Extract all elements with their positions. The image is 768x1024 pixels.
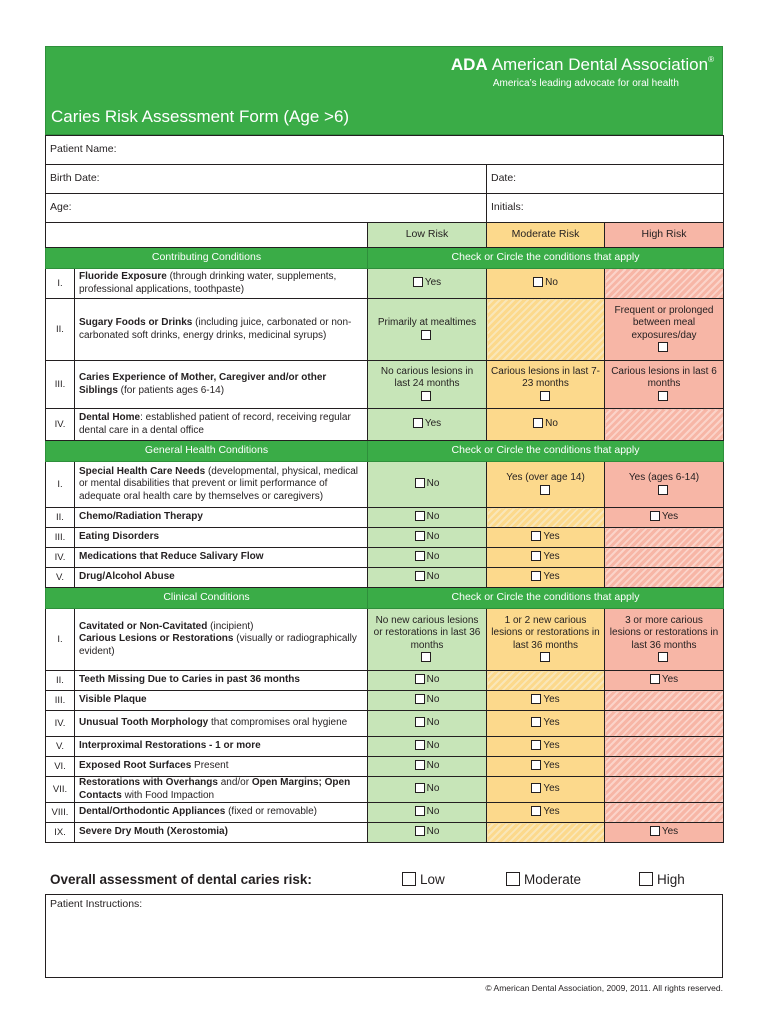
option-text: No [426, 806, 440, 818]
condition-name: Special Health Care Needs [79, 465, 206, 477]
high-risk-cell[interactable] [605, 462, 724, 508]
condition-description [75, 299, 368, 361]
option-checkbox[interactable] [533, 277, 543, 287]
condition-name: Exposed Root Surfaces [79, 760, 192, 772]
option-text: Yes (over age 14) [506, 472, 585, 483]
condition-detail: (for patients ages 6-14) [117, 384, 225, 396]
patient-instructions-box[interactable] [45, 894, 723, 978]
option-text: Carious lesions in last 6 months [611, 365, 717, 390]
row-number: IV. [46, 548, 75, 568]
option-checkbox[interactable] [540, 652, 550, 662]
condition-name: Dental Home [79, 412, 141, 423]
condition-description [75, 711, 368, 737]
form-title: Caries Risk Assessment Form (Age >6) [51, 107, 350, 126]
low-risk-cell[interactable] [368, 528, 487, 548]
age-row [46, 194, 724, 223]
option-text: Yes [543, 571, 560, 583]
condition-description [75, 823, 368, 843]
condition-description [75, 361, 368, 409]
low-risk-cell[interactable] [368, 409, 487, 441]
low-risk-cell[interactable] [368, 711, 487, 737]
option-checkbox[interactable] [531, 531, 541, 541]
option-checkbox[interactable] [415, 674, 425, 684]
low-risk-cell[interactable] [368, 823, 487, 843]
option-checkbox[interactable] [658, 391, 668, 401]
option-text: 1 or 2 new carious lesions or restorations in last 36 months [491, 614, 600, 651]
condition-detail: (through drinking water, supplements, professional applications, toothpaste) [79, 271, 337, 295]
header-banner [45, 46, 723, 135]
option-text: Yes [543, 760, 560, 772]
condition-description [75, 269, 368, 299]
overall-moderate-label: Moderate [524, 872, 582, 887]
option-checkbox[interactable] [415, 571, 425, 581]
condition-description [75, 609, 368, 671]
condition-name: Sugary Foods or Drinks [79, 317, 193, 328]
brand-abbreviation: ADA [450, 55, 488, 74]
moderate-risk-header: Moderate Risk [487, 223, 605, 248]
row-number: III. [46, 361, 75, 409]
birth-date-label: Birth Date: [50, 172, 100, 185]
option-checkbox[interactable] [533, 418, 543, 428]
patient-name-field[interactable] [46, 136, 724, 165]
option-text: No [545, 277, 558, 289]
section-header-row [46, 588, 724, 609]
low-risk-cell[interactable] [368, 269, 487, 299]
section-header-row [46, 248, 724, 269]
birth-date-row [46, 165, 724, 194]
high-risk-cell[interactable] [605, 823, 724, 843]
low-risk-cell[interactable] [368, 568, 487, 588]
risk-column-headers [46, 223, 724, 248]
row-number: IX. [46, 823, 75, 843]
row-number: IV. [46, 409, 75, 441]
section-header-row [46, 441, 724, 462]
moderate-risk-cell[interactable] [487, 757, 605, 777]
option-checkbox[interactable] [415, 531, 425, 541]
overall-high-checkbox[interactable] [639, 872, 653, 886]
initials-label: Initials: [491, 201, 524, 214]
option-checkbox[interactable] [415, 826, 425, 836]
option-text: No [426, 783, 440, 795]
condition-row [46, 737, 724, 757]
high-risk-cell[interactable] [605, 361, 724, 409]
condition-name: Visible Plaque [79, 694, 147, 706]
row-number: VIII. [46, 803, 75, 823]
age-label: Age: [50, 201, 72, 214]
high-risk-cell-hatched [605, 269, 724, 299]
option-text: No [426, 551, 440, 563]
condition-row [46, 757, 724, 777]
option-text: Yes [543, 717, 560, 729]
option-text: Primarily at mealtimes [377, 317, 477, 328]
option-text: Yes (ages 6-14) [628, 472, 700, 483]
condition-description [75, 777, 368, 803]
moderate-risk-cell-hatched [487, 671, 605, 691]
option-text: Yes [543, 740, 560, 752]
option-checkbox[interactable] [658, 652, 668, 662]
moderate-risk-cell[interactable] [487, 361, 605, 409]
option-checkbox[interactable] [531, 806, 541, 816]
option-text: No [426, 511, 440, 523]
condition-name: Interproximal Restorations - 1 or more [79, 740, 261, 752]
condition-detail: and/or [217, 777, 252, 788]
row-number: V. [46, 568, 75, 588]
high-risk-cell[interactable] [605, 609, 724, 671]
option-checkbox[interactable] [650, 826, 660, 836]
low-risk-cell[interactable] [368, 737, 487, 757]
condition-row [46, 609, 724, 671]
moderate-risk-cell-hatched [487, 823, 605, 843]
high-risk-cell-hatched [605, 757, 724, 777]
option-checkbox[interactable] [413, 418, 423, 428]
condition-row [46, 361, 724, 409]
high-risk-cell[interactable] [605, 299, 724, 361]
option-text: No carious lesions in last 24 months [380, 365, 474, 390]
option-checkbox[interactable] [415, 740, 425, 750]
low-risk-cell[interactable] [368, 548, 487, 568]
option-checkbox[interactable] [421, 330, 431, 340]
condition-detail: (developmental, physical, medical or mental disabilities that prevent or limit performance of adequate oral health care by themselves or caregivers) [79, 465, 359, 502]
option-checkbox[interactable] [531, 740, 541, 750]
high-risk-cell-hatched [605, 737, 724, 757]
condition-row [46, 711, 724, 737]
option-text: 3 or more carious lesions or restorations in last 36 months [609, 614, 719, 651]
condition-detail: : established patient of record, receiving regular dental care in a dental office [79, 412, 351, 436]
option-checkbox[interactable] [540, 391, 550, 401]
option-checkbox[interactable] [531, 551, 541, 561]
condition-row [46, 803, 724, 823]
low-risk-cell[interactable] [368, 757, 487, 777]
condition-detail: Present [191, 760, 229, 772]
condition-name: Dental/Orthodontic Appliances [79, 806, 226, 818]
row-number: II. [46, 299, 75, 361]
option-text: No [426, 478, 440, 490]
low-risk-cell[interactable] [368, 671, 487, 691]
moderate-risk-cell[interactable] [487, 548, 605, 568]
option-checkbox[interactable] [531, 571, 541, 581]
condition-row [46, 299, 724, 361]
option-checkbox[interactable] [421, 391, 431, 401]
low-risk-cell[interactable] [368, 299, 487, 361]
condition-name: Cavitated or Non-Cavitated [79, 620, 208, 632]
low-risk-cell[interactable] [368, 777, 487, 803]
option-checkbox[interactable] [658, 485, 668, 495]
row-number: V. [46, 737, 75, 757]
option-checkbox[interactable] [531, 783, 541, 793]
option-text: No [426, 826, 440, 838]
overall-low-option[interactable] [402, 872, 445, 887]
condition-description [75, 462, 368, 508]
condition-detail: (fixed or removable) [225, 806, 318, 818]
row-number: III. [46, 691, 75, 711]
low-risk-cell[interactable] [368, 361, 487, 409]
option-text: No [426, 571, 440, 583]
moderate-risk-cell[interactable] [487, 691, 605, 711]
section-title: Clinical Conditions [46, 588, 368, 609]
condition-row [46, 691, 724, 711]
high-risk-cell-hatched [605, 528, 724, 548]
option-checkbox[interactable] [531, 717, 541, 727]
copyright-notice: © American Dental Association, 2009, 2011. All rights reserved. [485, 983, 723, 993]
overall-high-label: High [657, 872, 685, 887]
condition-name: Drug/Alcohol Abuse [79, 571, 175, 583]
option-text: Yes [543, 783, 560, 795]
option-checkbox[interactable] [415, 783, 425, 793]
option-text: Yes [661, 674, 679, 686]
patient-instructions-label: Patient Instructions: [50, 898, 143, 910]
option-checkbox[interactable] [415, 511, 425, 521]
brand-tagline: America’s leading advocate for oral health [492, 78, 679, 89]
option-checkbox[interactable] [415, 717, 425, 727]
condition-row [46, 568, 724, 588]
condition-row [46, 823, 724, 843]
option-text: Yes [543, 551, 560, 563]
option-text: No [545, 418, 558, 430]
overall-low-label: Low [420, 872, 445, 887]
option-text: No [426, 674, 440, 686]
option-checkbox[interactable] [415, 760, 425, 770]
option-checkbox[interactable] [650, 511, 660, 521]
option-checkbox[interactable] [415, 694, 425, 704]
row-number: VII. [46, 777, 75, 803]
ada-logo [451, 55, 714, 89]
condition-description [75, 548, 368, 568]
condition-row [46, 409, 724, 441]
high-risk-cell-hatched [605, 711, 724, 737]
form-page [45, 46, 723, 843]
moderate-risk-cell[interactable] [487, 462, 605, 508]
condition-description [75, 757, 368, 777]
option-text: Yes [543, 531, 560, 543]
option-text: Yes [424, 277, 442, 289]
condition-name: Medications that Reduce Salivary Flow [79, 551, 264, 563]
high-risk-cell-hatched [605, 568, 724, 588]
patient-name-label: Patient Name: [50, 143, 117, 156]
assessment-table [45, 135, 724, 843]
section-instruction: Check or Circle the conditions that apply [368, 441, 724, 462]
option-checkbox[interactable] [413, 277, 423, 287]
condition-name: Severe Dry Mouth (Xerostomia) [79, 826, 228, 838]
blank-header [46, 223, 368, 248]
section-title: Contributing Conditions [46, 248, 368, 269]
condition-detail: (including juice, carbonated or non-carbonated soft drinks, energy drinks, medicinal syrups) [79, 317, 352, 341]
row-number: I. [46, 609, 75, 671]
low-risk-cell[interactable] [368, 609, 487, 671]
option-text: Yes [543, 806, 560, 818]
condition-name: Restorations with Overhangs [79, 777, 218, 788]
option-text: No [426, 760, 440, 772]
option-checkbox[interactable] [531, 760, 541, 770]
option-text: Yes [661, 511, 679, 523]
section-instruction: Check or Circle the conditions that apply [368, 588, 724, 609]
option-checkbox[interactable] [415, 478, 425, 488]
high-risk-cell-hatched [605, 409, 724, 441]
overall-moderate-option[interactable] [506, 872, 581, 887]
overall-assessment-label: Overall assessment of dental caries risk: [50, 872, 312, 887]
moderate-risk-cell[interactable] [487, 269, 605, 299]
condition-description [75, 691, 368, 711]
moderate-risk-cell[interactable] [487, 777, 605, 803]
condition-name: Eating Disorders [79, 531, 160, 543]
option-text: No [426, 740, 440, 752]
high-risk-cell[interactable] [605, 508, 724, 528]
low-risk-cell[interactable] [368, 691, 487, 711]
condition-description [75, 528, 368, 548]
birth-date-field[interactable] [46, 165, 487, 194]
condition-name-secondary: Carious Lesions or Restorations [79, 633, 234, 645]
condition-row [46, 548, 724, 568]
condition-detail: that compromises oral hygiene [208, 717, 348, 729]
row-number: VI. [46, 757, 75, 777]
section-instruction: Check or Circle the conditions that apply [368, 248, 724, 269]
initials-field[interactable] [487, 194, 724, 223]
option-checkbox[interactable] [540, 485, 550, 495]
condition-name: Chemo/Radiation Therapy [79, 511, 203, 523]
brand-name: American Dental Association [491, 55, 709, 74]
condition-detail-secondary: (visually or radiographically evident) [79, 633, 357, 657]
row-number: I. [46, 462, 75, 508]
patient-name-row [46, 136, 724, 165]
high-risk-cell-hatched [605, 777, 724, 803]
option-checkbox[interactable] [658, 342, 668, 352]
moderate-risk-cell-hatched [487, 508, 605, 528]
option-text: Frequent or prolonged between meal exposures/day [614, 304, 714, 341]
option-text: No [426, 717, 440, 729]
moderate-risk-cell[interactable] [487, 609, 605, 671]
overall-assessment [45, 869, 723, 893]
option-text: Yes [543, 694, 560, 706]
moderate-risk-cell[interactable] [487, 568, 605, 588]
row-number: I. [46, 269, 75, 299]
row-number: II. [46, 671, 75, 691]
low-risk-cell[interactable] [368, 508, 487, 528]
high-risk-cell-hatched [605, 548, 724, 568]
condition-row [46, 462, 724, 508]
date-label: Date: [491, 172, 517, 185]
option-text: No [426, 694, 440, 706]
moderate-risk-cell-hatched [487, 299, 605, 361]
registered-mark: ® [708, 55, 714, 64]
high-risk-cell-hatched [605, 691, 724, 711]
overall-moderate-checkbox[interactable] [506, 872, 520, 886]
low-risk-header: Low Risk [368, 223, 487, 248]
condition-detail-secondary: with Food Impaction [121, 789, 215, 801]
option-text: No [426, 531, 440, 543]
condition-description [75, 803, 368, 823]
condition-row [46, 508, 724, 528]
option-checkbox[interactable] [421, 652, 431, 662]
condition-row [46, 671, 724, 691]
moderate-risk-cell[interactable] [487, 803, 605, 823]
age-field[interactable] [46, 194, 487, 223]
condition-name-secondary: Open Margins; Open Contacts [79, 777, 351, 801]
overall-low-checkbox[interactable] [402, 872, 416, 886]
option-text: No new carious lesions or restorations in last 36 months [373, 614, 481, 651]
moderate-risk-cell[interactable] [487, 711, 605, 737]
high-risk-cell-hatched [605, 803, 724, 823]
low-risk-cell[interactable] [368, 803, 487, 823]
condition-description [75, 508, 368, 528]
high-risk-cell[interactable] [605, 671, 724, 691]
option-checkbox[interactable] [415, 806, 425, 816]
section-title: General Health Conditions [46, 441, 368, 462]
condition-name: Fluoride Exposure [79, 271, 167, 282]
condition-name: Teeth Missing Due to Caries in past 36 months [79, 674, 300, 686]
moderate-risk-cell[interactable] [487, 737, 605, 757]
condition-detail: (incipient) [207, 620, 254, 632]
condition-description [75, 568, 368, 588]
option-checkbox[interactable] [415, 551, 425, 561]
date-field[interactable] [487, 165, 724, 194]
condition-row [46, 269, 724, 299]
moderate-risk-cell[interactable] [487, 409, 605, 441]
high-risk-header: High Risk [605, 223, 724, 248]
option-checkbox[interactable] [531, 694, 541, 704]
overall-high-option[interactable] [639, 872, 685, 887]
condition-description [75, 671, 368, 691]
option-checkbox[interactable] [650, 674, 660, 684]
condition-name: Caries Experience of Mother, Caregiver and/or other Siblings [79, 372, 327, 396]
condition-description [75, 409, 368, 441]
condition-name: Unusual Tooth Morphology [79, 717, 209, 729]
low-risk-cell[interactable] [368, 462, 487, 508]
condition-row [46, 777, 724, 803]
row-number: III. [46, 528, 75, 548]
option-text: Yes [661, 826, 679, 838]
moderate-risk-cell[interactable] [487, 528, 605, 548]
option-text: Carious lesions in last 7-23 months [491, 365, 600, 390]
option-text: Yes [424, 418, 442, 430]
condition-description [75, 737, 368, 757]
row-number: IV. [46, 711, 75, 737]
row-number: II. [46, 508, 75, 528]
condition-row [46, 528, 724, 548]
